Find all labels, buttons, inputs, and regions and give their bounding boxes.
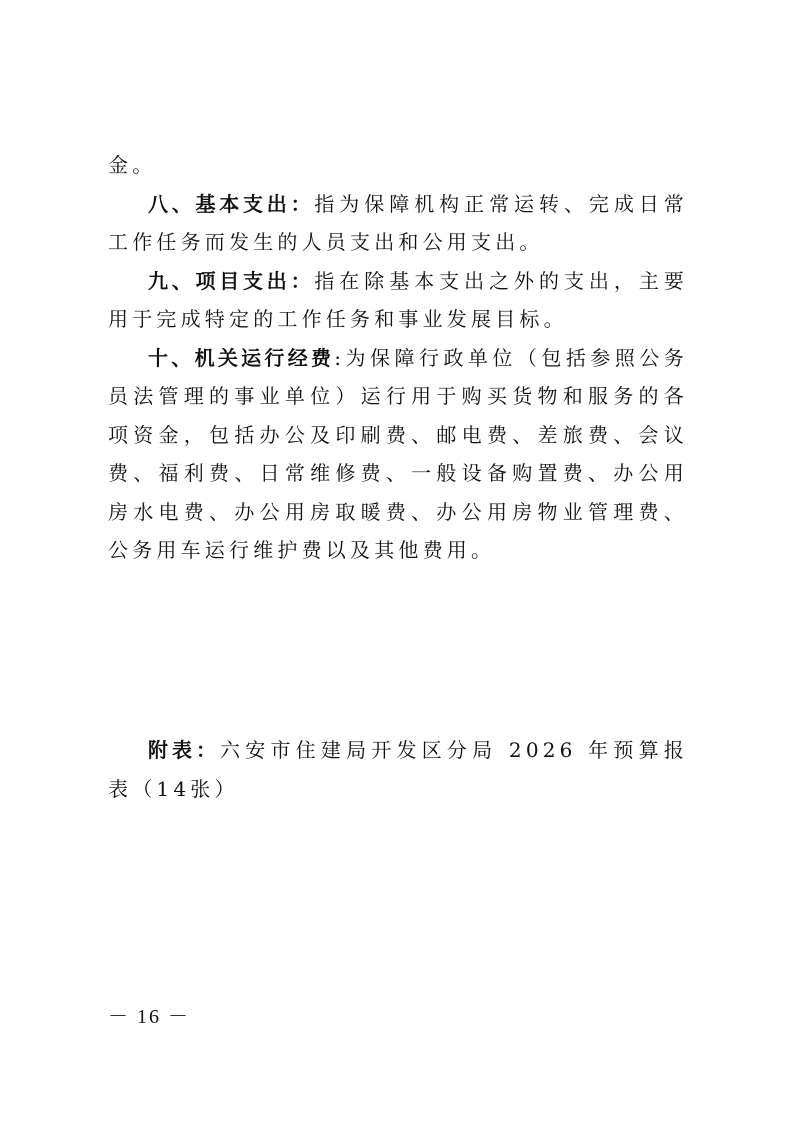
page-number: － 16 － <box>108 1006 190 1028</box>
term-label: 九、项目支出： <box>148 268 315 293</box>
term-label: 十、机关运行经费 <box>148 345 335 370</box>
paragraph-body: 指在除基本支出之外的支出，主要用于完成特定的工作任务和事业发展目标。 <box>108 268 689 331</box>
body-text <box>108 146 688 570</box>
paragraph-body: 金。 <box>108 153 157 177</box>
paragraph-basic-expenditure <box>108 185 688 262</box>
paragraph-continuation <box>108 146 688 185</box>
term-label: 八、基本支出： <box>148 191 315 216</box>
appendix-body: 六安市住建局开发区分局 2026 年预算报表（14张） <box>108 738 688 801</box>
paragraph-operating-funds <box>108 339 688 570</box>
paragraph-body: :为保障行政单位（包括参照公务员法管理的事业单位）运行用于购买货物和服务的各项资金，包括办公及印刷费、邮电费、差旅费、会议费、福利费、日常维修费、一般设备购置费、办公用房水电费、办公用房取暖费、办公用房物业管理费、公务用车运行维护费以及其他费用。 <box>108 345 688 562</box>
paragraph-project-expenditure <box>108 262 688 339</box>
paragraph-body: 指为保障机构正常运转、完成日常工作任务而发生的人员支出和公用支出。 <box>108 191 689 254</box>
appendix-note <box>108 731 688 808</box>
appendix-label: 附表： <box>148 738 221 762</box>
